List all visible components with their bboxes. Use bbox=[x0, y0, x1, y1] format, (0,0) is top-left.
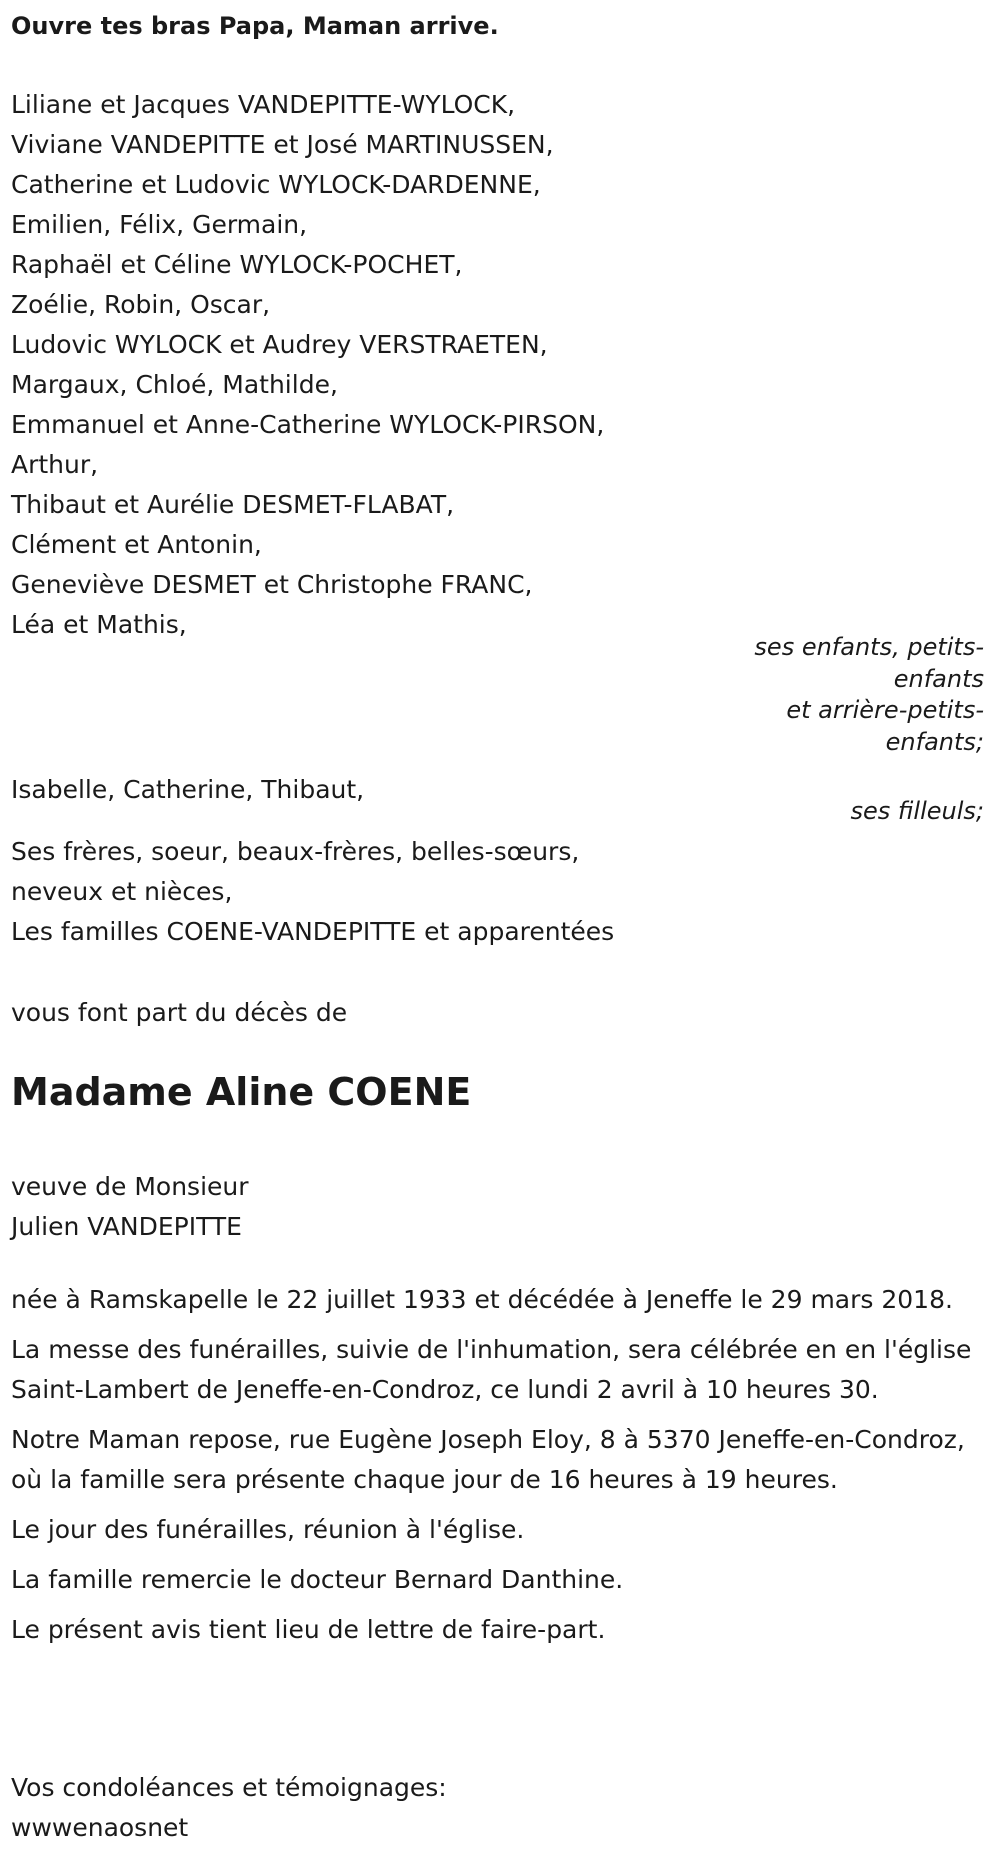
family-line: Raphaël et Céline WYLOCK-POCHET, bbox=[11, 250, 463, 279]
family-line: Léa et Mathis, bbox=[11, 610, 187, 639]
family-line: Arthur, bbox=[11, 450, 99, 479]
announcement: vous font part du décès de bbox=[11, 998, 348, 1027]
details-paragraph: La messe des funérailles, suivie de l'inhumation, sera célébrée en en l'église Saint-Lambert de Jeneffe-en-Condroz, ce lundi 2 avril à 10 heures 30. bbox=[11, 1335, 972, 1404]
siblings-line: neveux et nièces, bbox=[11, 877, 233, 906]
details-paragraph: Notre Maman repose, rue Eugène Joseph Eloy, 8 à 5370 Jeneffe-en-Condroz, où la famille sera présente chaque jour de 16 heures à 19 heures. bbox=[11, 1425, 965, 1494]
funeral-details bbox=[11, 1280, 991, 1660]
widow-of bbox=[11, 1167, 249, 1247]
details-paragraph: Le présent avis tient lieu de lettre de faire-part. bbox=[11, 1615, 606, 1644]
epigraph: Ouvre tes bras Papa, Maman arrive. bbox=[11, 12, 499, 40]
siblings-line: Les familles COENE-VANDEPITTE et apparentées bbox=[11, 917, 615, 946]
family-line: Thibaut et Aurélie DESMET-FLABAT, bbox=[11, 490, 455, 519]
family-line: Zoélie, Robin, Oscar, bbox=[11, 290, 271, 319]
widow-line: veuve de Monsieur bbox=[11, 1172, 249, 1201]
family-line: Emilien, Félix, Germain, bbox=[11, 210, 308, 239]
relation-grandchildren: et arrière-petits-enfants; bbox=[786, 696, 984, 756]
siblings-list bbox=[11, 832, 614, 952]
family-line: Catherine et Ludovic WYLOCK-DARDENNE, bbox=[11, 170, 541, 199]
deceased-name: Madame Aline COENE bbox=[11, 1070, 472, 1114]
family-line: Viviane VANDEPITTE et José MARTINUSSEN, bbox=[11, 130, 554, 159]
details-paragraph: La famille remercie le docteur Bernard Danthine. bbox=[11, 1565, 624, 1594]
details-paragraph: née à Ramskapelle le 22 juillet 1933 et décédée à Jeneffe le 29 mars 2018. bbox=[11, 1285, 953, 1314]
family-list bbox=[11, 85, 604, 645]
relation-children: ses enfants, petits-enfants bbox=[754, 633, 984, 693]
family-line: Emmanuel et Anne-Catherine WYLOCK-PIRSON, bbox=[11, 410, 605, 439]
condolences-site-link[interactable]: wwwenaosnet bbox=[11, 1813, 189, 1842]
family-line: Margaux, Chloé, Mathilde, bbox=[11, 370, 338, 399]
family-line: Clément et Antonin, bbox=[11, 530, 262, 559]
family-line: Liliane et Jacques VANDEPITTE-WYLOCK, bbox=[11, 90, 516, 119]
family-line: Ludovic WYLOCK et Audrey VERSTRAETEN, bbox=[11, 330, 548, 359]
widow-line: Julien VANDEPITTE bbox=[11, 1212, 242, 1241]
relation-godchildren: ses filleuls; bbox=[850, 797, 984, 825]
condolences bbox=[11, 1768, 447, 1848]
condolences-label: Vos condoléances et témoignages: bbox=[11, 1773, 447, 1802]
family-line: Geneviève DESMET et Christophe FRANC, bbox=[11, 570, 533, 599]
details-paragraph: Le jour des funérailles, réunion à l'église. bbox=[11, 1515, 525, 1544]
godchildren: Isabelle, Catherine, Thibaut, bbox=[11, 775, 365, 804]
siblings-line: Ses frères, soeur, beaux-frères, belles-sœurs, bbox=[11, 837, 580, 866]
